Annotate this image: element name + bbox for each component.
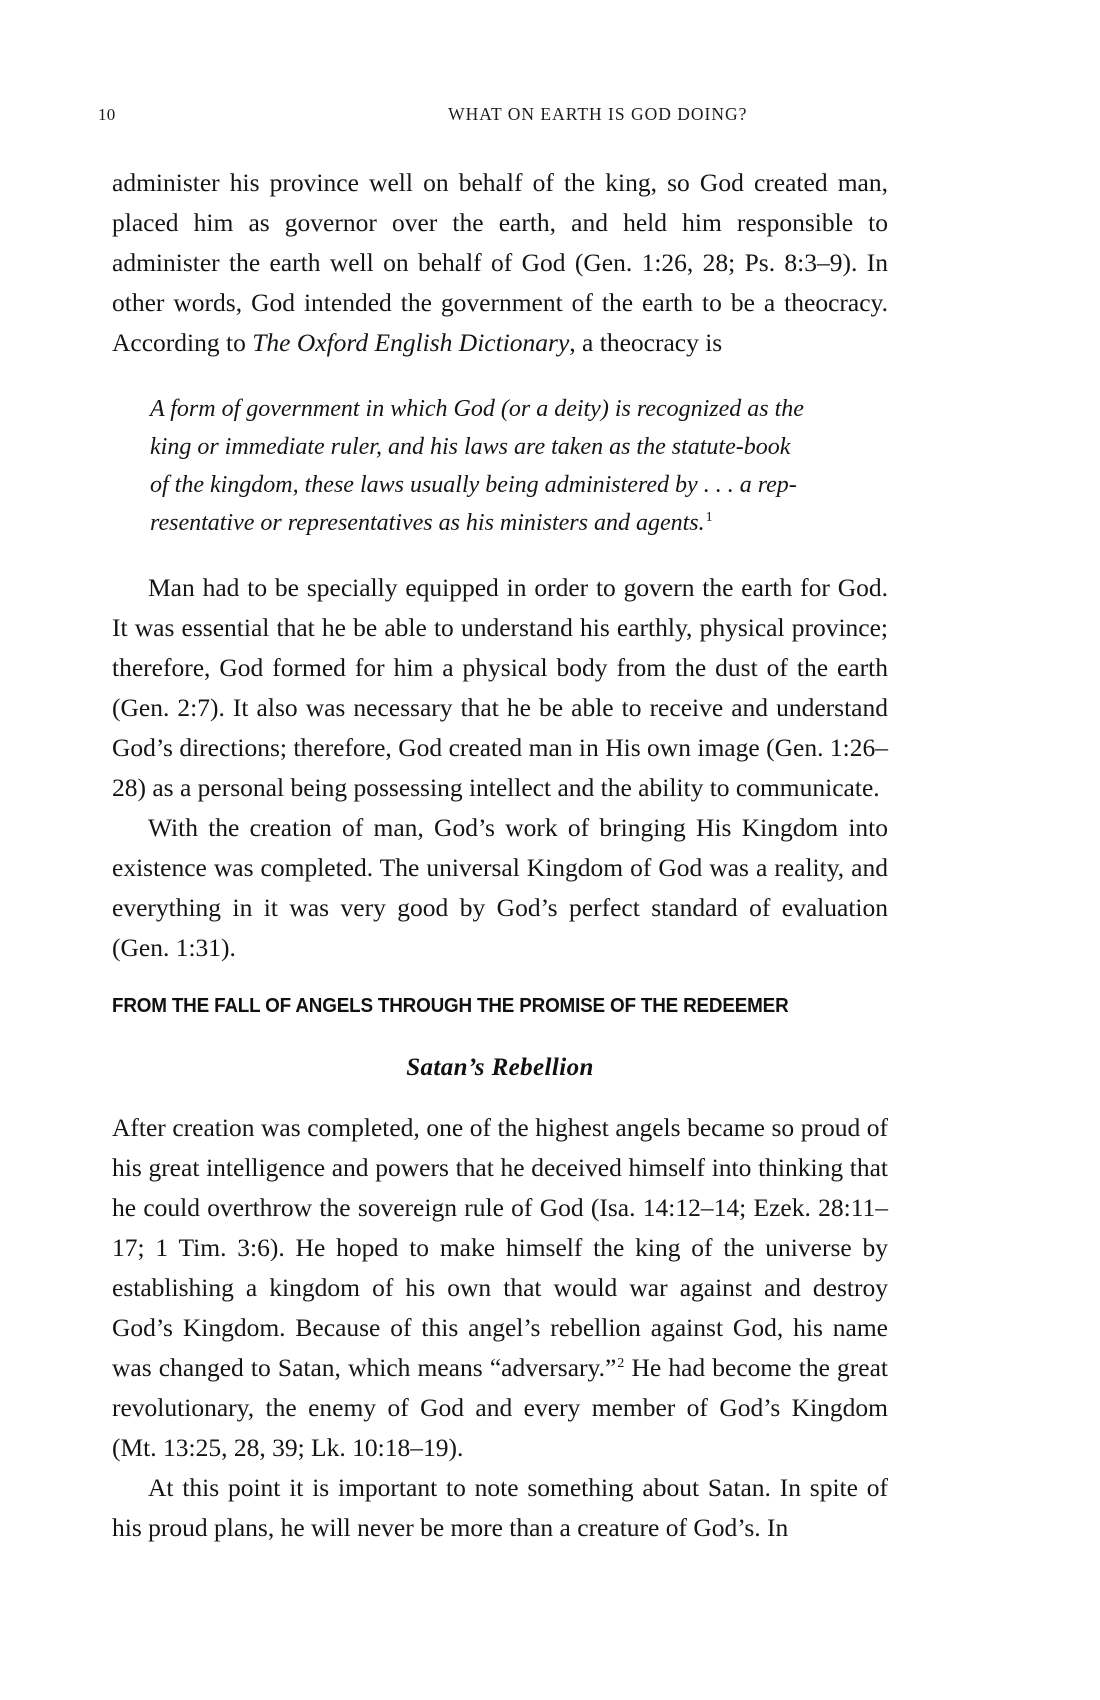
blockquote-definition xyxy=(150,390,876,542)
paragraph-4 xyxy=(112,1108,888,1468)
blockquote-line xyxy=(150,504,876,542)
paragraph-1-text: administer his province well on behalf of the king, so God created man, placed him as governor over the earth, and held him responsible to administer the earth well on behalf of God (Gen. 1:26, 28; Ps. 8:3–9). In other words, God intended the government of the earth to be a theocracy. According to xyxy=(112,168,888,357)
section-heading: FROM THE FALL OF ANGELS THROUGH THE PROMISE OF THE REDEEMER xyxy=(112,994,789,1017)
paragraph-4-part-1: After creation was completed, one of the highest angels became so proud of his great intelligence and powers that he deceived himself into thinking that he could overthrow the sovereign rule of God (Isa. 14:12–14; Ezek. 28:11–17; 1 Tim. 3:6). He hoped to make himself the king of the universe by establishing a kingdom of his own that would war against and destroy God’s Kingdom. Because of this angel’s rebellion against God, his name was changed to Satan, which means “adversary.” xyxy=(112,1113,888,1382)
paragraph-5: At this point it is important to note something about Satan. In spite of his proud plans, he will never be more than a creature of God’s. In xyxy=(112,1473,888,1542)
running-head xyxy=(98,104,1002,128)
footnote-marker-2: 2 xyxy=(617,1355,625,1371)
running-head-title: WHAT ON EARTH IS GOD DOING? xyxy=(448,104,748,124)
blockquote-line: of the kingdom, these laws usually being administered by . . . a rep- xyxy=(150,472,797,498)
paragraph-4-part-2: He had become the great revolutionary, the enemy of God and every member of God’s Kingdom (Mt. 13:25, 28, 39; Lk. 10:18–19). xyxy=(112,1353,888,1462)
dictionary-title: The Oxford English Dictionary xyxy=(252,328,570,357)
text-block xyxy=(112,163,888,1548)
sub-heading: Satan’s Rebellion xyxy=(406,1054,594,1081)
blockquote-line: king or immediate ruler, and his laws are taken as the statute-book xyxy=(150,434,791,460)
paragraph-2: Man had to be specially equipped in order to govern the earth for God. It was essential that he be able to understand his earthly, physical province; therefore, God formed for him a physical body from the dust of the earth (Gen. 2:7). It also was necessary that he be able to receive and understand God’s directions; therefore, God created man in His own image (Gen. 1:26–28) as a personal being possessing intellect and the ability to communicate. xyxy=(112,573,888,802)
paragraph-3: With the creation of man, God’s work of bringing His Kingdom into existence was completed. The universal Kingdom of God was a reality, and everything in it was very good by God’s perfect standard of evaluation (Gen. 1:31). xyxy=(112,813,888,962)
spacer xyxy=(112,542,888,568)
blockquote-line-text: resentative or representatives as his ministers and agents. xyxy=(150,510,705,536)
footnote-marker-1: 1 xyxy=(705,510,713,525)
paragraph-continuation xyxy=(112,163,888,363)
paragraph-1-tail: , a theocracy is xyxy=(569,328,723,357)
blockquote-line: A form of government in which God (or a deity) is recognized as the xyxy=(150,396,804,422)
page-number: 10 xyxy=(98,105,116,124)
